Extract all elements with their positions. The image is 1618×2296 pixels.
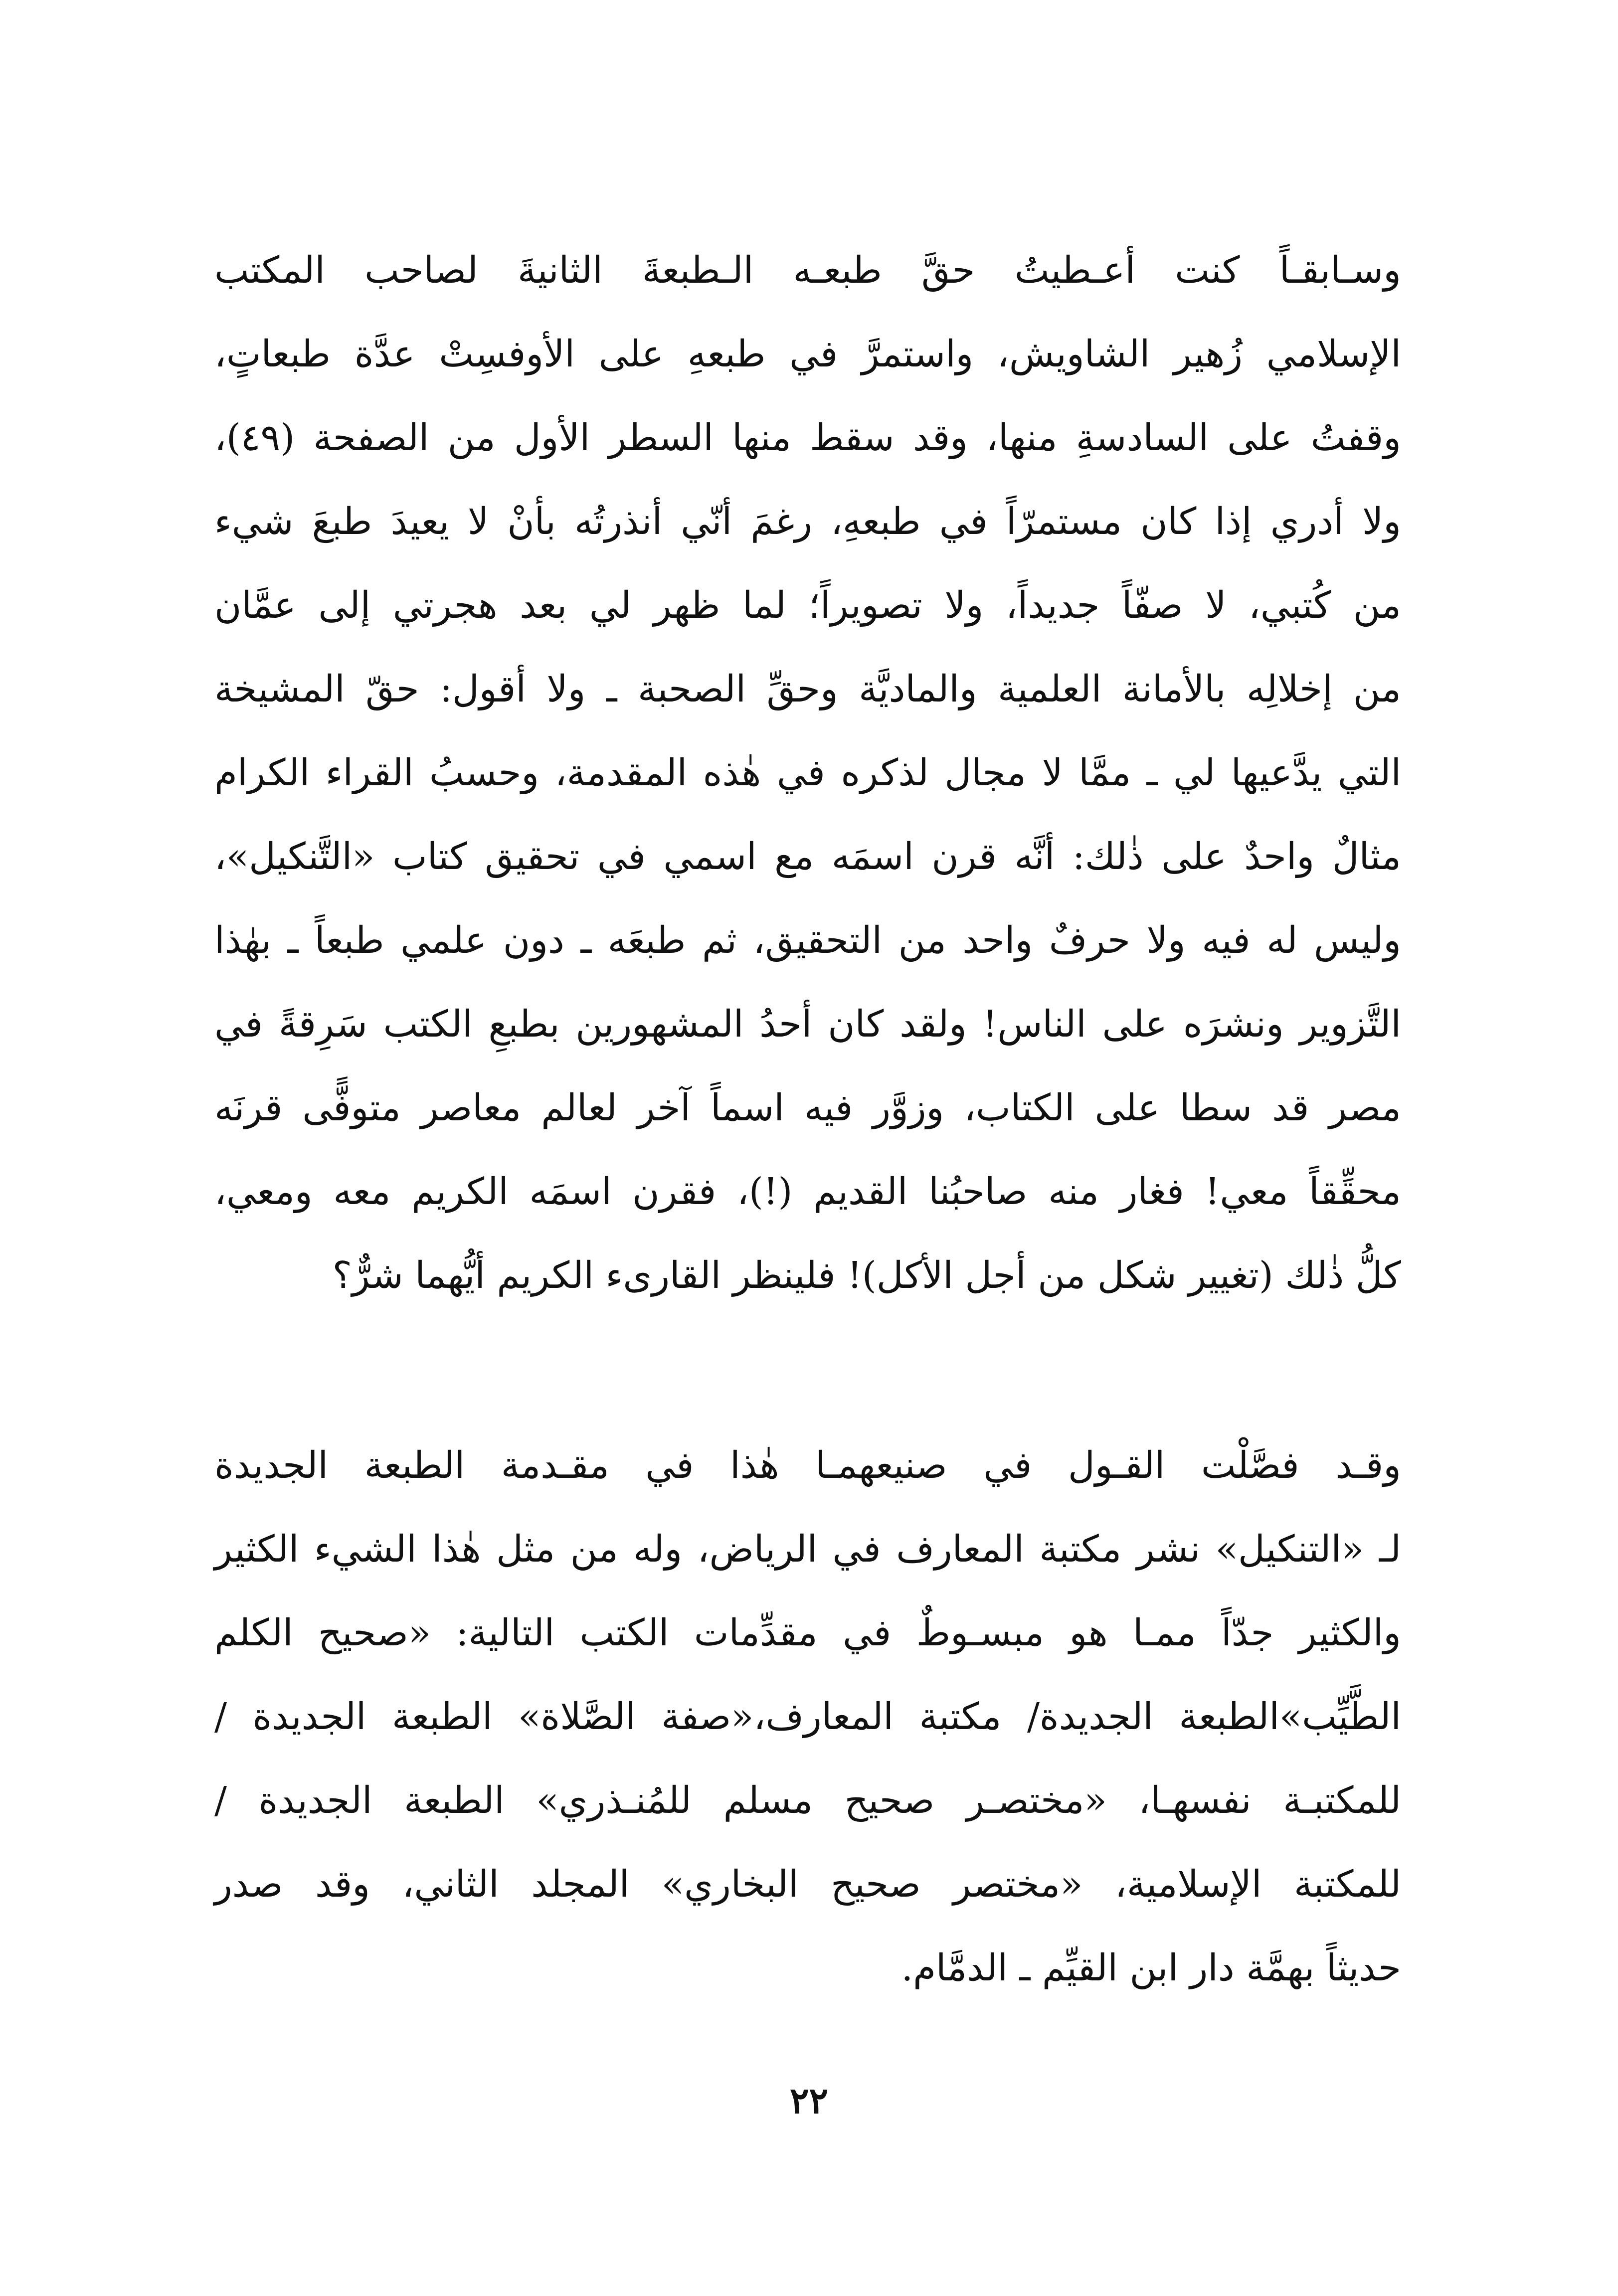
paragraph-2-line: وقـد فصَّلْت القـول في صنيعهمـا هٰذا في مقـدمة الطبعة الجديدة (214, 1444, 1401, 1487)
paragraph-2-line: لـ «التنكيل» نشر مكتبة المعارف في الرياض، وله من مثل هٰذا الشيء الكثير (214, 1528, 1401, 1571)
paragraph-1-line: التي يدَّعيها لي ـ ممَّا لا مجال لذكره في هٰذه المقدمة، وحسبُ القراء الكرام (214, 751, 1401, 794)
paragraph-1-line: مثالٌ واحدٌ على ذٰلك: أنَّه قرن اسمَه مع اسمي في تحقيق كتاب «التَّنكيل»، (214, 835, 1401, 878)
paragraph-1-line: وقفتُ على السادسةِ منها، وقد سقط منها السطر الأول من الصفحة (٤٩)، (214, 416, 1401, 459)
paragraph-1-line: محقِّقاً معي! فغار منه صاحبُنا القديم (!)، فقرن اسمَه الكريم معه ومعي، (214, 1170, 1401, 1213)
paragraph-1-line: مصر قد سطا على الكتاب، وزوَّر فيه اسماً آخر لعالم معاصر متوفًّى قرنَه (214, 1086, 1401, 1129)
paragraph-2-line: والكثير جدّاً ممـا هو مبسـوطٌ في مقدِّمات الكتب التالية: «صحيح الكلم (214, 1611, 1401, 1654)
paragraph-2-line: الطَّيِّب»الطبعة الجديدة/ مكتبة المعارف،«صفة الصَّلاة» الطبعة الجديدة / (214, 1695, 1401, 1738)
paragraph-2-line: للمكتبة الإسلامية، «مختصر صحيح البخاري» المجلد الثاني، وقد صدر (214, 1863, 1401, 1906)
paragraph-1-line: كلُّ ذٰلك (تغيير شكل من أجل الأكل)! فلينظر القارىء الكريم أيُّهما شرٌّ؟ (332, 1254, 1401, 1297)
paragraph-1-line: من إخلالِه بالأمانة العلمية والماديَّة وحقِّ الصحبة ـ ولا أقول: حقّ المشيخة (214, 668, 1401, 710)
paragraph-1-line: من كُتبي، لا صفّاً جديداً، ولا تصويراً؛ لما ظهر لي بعد هجرتي إلى عمَّان (214, 584, 1401, 627)
paragraph-1-line: التَّزوير ونشرَه على الناس! ولقد كان أحدُ المشهورين بطبعِ الكتب سَرِقةً في (214, 1003, 1401, 1046)
paragraph-2-line: للمكتبـة نفسهـا، «مختصـر صحيح مسلم للمُنـذري» الطبعة الجديدة / (214, 1779, 1401, 1822)
paragraph-1-line: وسـابقـاً كنت أعـطيتُ حقَّ طبعـه الـطبعةَ الثانيةَ لصاحب المكتب (214, 249, 1401, 292)
paragraph-1-line: وليس له فيه ولا حرفٌ واحد من التحقيق، ثم طبعَه ـ دون علمي طبعاً ـ بهٰذا (214, 919, 1401, 962)
paragraph-1-line: الإسلامي زُهير الشاويش، واستمرَّ في طبعهِ على الأوفسِتْ عدَّة طبعاتٍ، (214, 333, 1401, 375)
paragraph-1 (214, 228, 1401, 1317)
paragraph-1-line: ولا أدري إذا كان مستمرّاً في طبعهِ، رغمَ أنّي أنذرتُه بأنْ لا يعيدَ طبعَ شيء (214, 500, 1401, 543)
paragraph-2-line: حديثاً بهمَّة دار ابن القيِّم ـ الدمَّام. (901, 1946, 1401, 1989)
paragraph-2 (214, 1423, 1401, 2010)
page-number: ٢٢ (789, 2079, 829, 2121)
